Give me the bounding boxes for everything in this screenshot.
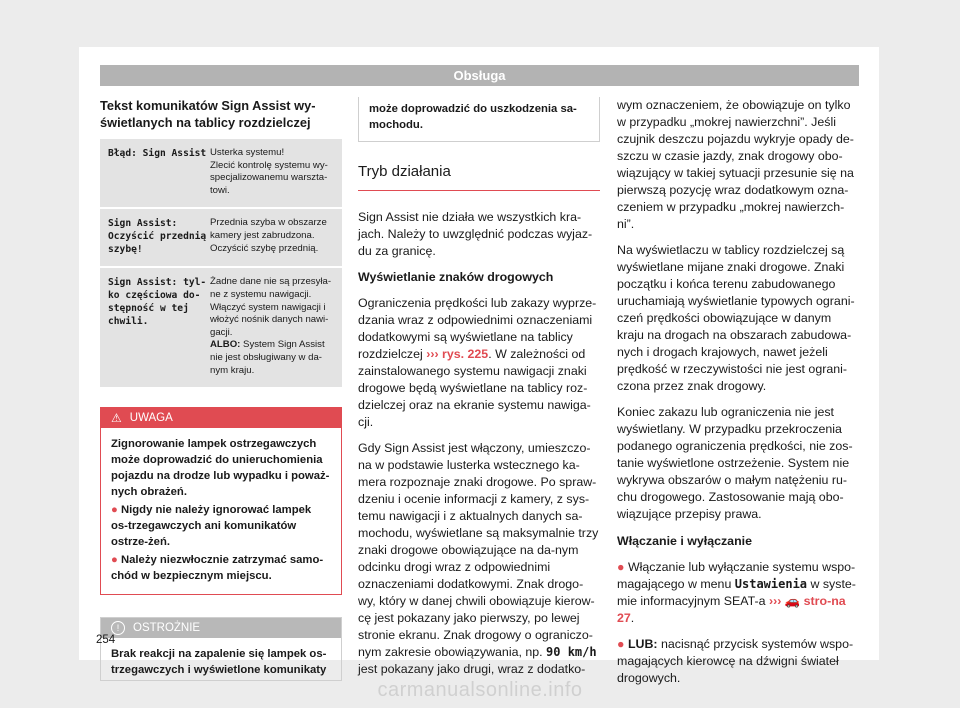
message-desc-text: Żadne dane nie są przesyła- ne z systemu nawigacji. Włączyć system nawigacji i włożyć nośnik danych nawi- gacji. <box>210 276 332 338</box>
section-title: Tryb działania <box>358 162 600 191</box>
paragraph: Na wyświetlaczu w tablicy rozdzielczej są wyświetlane mijane znaki drogowe. Znaki początku i końca terenu zabudowanego uruchamiają wyświetlanie typowych ograni-czeń prędkości obowiązujące w danym kraju na drogach na obszarach zabudowa-nych i drogach krajowych, nawet jeżeli prędkość w rzeczywistości nie jest ograni-czona przez znak drogowy. <box>617 243 855 393</box>
message-desc: Usterka systemu! Zlecić kontrolę systemu wy- specjalizowanemu warszta- towi. <box>210 147 328 196</box>
table-row <box>100 268 342 387</box>
lub-label: LUB: <box>627 637 658 651</box>
table-row <box>100 209 342 268</box>
paragraph-text: Ograniczenia prędkości lub zakazy wyprze-dzania wraz z odpowiednimi oznaczeniami dodatkowymi są wyświetlane na tablicy rozdzielczej <box>358 296 597 361</box>
warning-body <box>101 428 341 594</box>
message-desc: Przednia szyba w obszarze kamery jest zabrudzona. Oczyścić szybę przednią. <box>210 217 327 254</box>
warning-intro: Zignorowanie lampek ostrzegawczych może doprowadzić do unieruchomienia pojazdu na drodze lub wypadku i poważ-nych obrażeń. <box>111 438 330 499</box>
albo-text: System Sign Assist nie jest obsługiwany w da- nym kraju. <box>210 339 325 376</box>
bullet-dot-icon: ● <box>617 560 628 574</box>
ref-arrow-icon: ››› <box>768 594 782 608</box>
menu-name: Ustawienia <box>734 577 808 591</box>
bullet-dot-icon: ● <box>617 637 628 651</box>
page-number: 254 <box>96 634 116 646</box>
warning-label: UWAGA <box>129 412 173 425</box>
paragraph <box>358 295 600 431</box>
message-key: Błąd: Sign Assist <box>108 148 207 159</box>
subheading: Włączanie i wyłączanie <box>617 534 752 548</box>
table-row <box>100 139 342 209</box>
albo-label: ALBO: <box>210 339 241 351</box>
page-header: Obsługa <box>100 65 859 86</box>
caution-body: Brak reakcji na zapalenie się lampek os-trzegawczych i wyświetlone komunikaty <box>111 648 327 677</box>
subheading: Wyświetlanie znaków drogowych <box>358 270 554 284</box>
bullet-dot-icon: ● <box>111 504 121 517</box>
page-reference-link[interactable]: stro-na 27 <box>617 594 846 625</box>
paragraph: wym oznaczeniem, że obowiązuje on tylko w przypadku „mokrej nawierzchni”. Jeśli czujnik deszczu pojazdu wykryje opady de-szczu w czasie jazdy, znak drogowy obo-wiązujący w takiej sytuacji przesunie się na pierwszą pozycję wraz dodatkowym ozna-czeniem w przypadku „mokrej nawierzch-ni”. <box>617 98 854 231</box>
message-key: Sign Assist: tyl- ko częściowa do- stępność w tej chwili. <box>108 277 207 328</box>
bullet-text: Włączanie lub wyłączanie systemu wspo-magającego w menu <box>617 560 856 591</box>
column-2 <box>358 97 600 687</box>
ref-arrow-icon: ››› <box>426 347 439 361</box>
column-3 <box>617 97 859 696</box>
paragraph-text: Gdy Sign Assist jest włączony, umieszczo-na w podstawie lusterka wstecznego ka-mera rozpoznaje znaki drogowe. Po spraw-dzeniu i ocenie informacji z kamery, z sys-temu nawigacji i z aktualnych danych sa-mochodu, wyświetlane są maksymalnie trzy znaki drogowe obowiązujące na da-nym odcinku drogi wraz z odpowiednimi oznaczeniami dodatkowymi. Znak drogo-wy, który w danej chwili obowiązuje kierow-cę jest pokazany jako pierwszy, po lewej stronie ekranu. Znak drogowy o ograniczo-nym zakresie obowiązywania, np. <box>358 441 599 659</box>
paragraph: Koniec zakazu lub ograniczenia nie jest wyświetlany. W przypadku przekroczenia podanego ograniczenia prędkości, nie zos-tanie wyświetlone ostrzeżenie. System nie wykrywa obszarów o małym natężeniu ru-chu drogowego. Zastosowanie mają obo-wiązujące przepisy prawa. <box>617 405 853 521</box>
message-key: Sign Assist: Oczyścić przednią szybę! <box>108 218 207 256</box>
table-title-line2: świetlanych na tablicy rozdzielczej <box>100 115 311 130</box>
caution-box-continued: może doprowadzić do uszkodzenia sa-mochodu. <box>358 97 600 142</box>
warning-bullet <box>111 552 331 584</box>
warning-triangle-icon: ⚠ <box>111 411 122 426</box>
warning-header <box>101 408 341 428</box>
column-1 <box>100 97 342 681</box>
message-table <box>100 139 342 387</box>
bullet-text: w syste-mie informacyjnym SEAT-a <box>617 577 856 608</box>
warning-bullet-text: Nigdy nie należy ignorować lampek os-trzegawczych ani komunikatów ostrze-żeń. <box>111 504 312 549</box>
bullet-text: nacisnąć przycisk systemów wspo-magających kierowcę na dźwigni świateł drogowych. <box>617 637 854 685</box>
warning-box <box>100 407 342 595</box>
caution-box <box>100 617 342 681</box>
paragraph-text: jest pokazany jako drugi, wraz z dodatko- <box>358 662 586 676</box>
bullet-dot-icon: ● <box>111 554 121 567</box>
car-icon: 🚗 <box>784 594 801 608</box>
info-circle-icon: ! <box>111 621 125 635</box>
bullet-text: . <box>630 611 635 625</box>
table-title <box>100 97 342 131</box>
figure-reference-link[interactable]: rys. 225 <box>438 347 489 361</box>
bullet-item <box>617 559 859 627</box>
table-title-line1: Tekst komunikatów Sign Assist wy- <box>100 98 316 113</box>
paragraph: Sign Assist nie działa we wszystkich kra-jach. Należy to uwzględnić podczas wyjaz-du za granicę. <box>358 210 593 258</box>
message-desc <box>210 276 331 377</box>
warning-bullet-text: Należy niezwłocznie zatrzymać samo-chód w bezpiecznym miejscu. <box>111 554 324 583</box>
paragraph <box>358 440 600 678</box>
caution-label: OSTROŻNIE <box>133 622 201 635</box>
caution-header <box>101 618 341 638</box>
paragraph-text: . W zależności od zainstalowanego systemu nawigacji znaki drogowe będą wyświetlane na tablicy roz-dzielczej oraz na ekranie systemu nawiga-cji. <box>358 347 591 429</box>
watermark: carmanualsonline.info <box>377 679 583 701</box>
speed-value: 90 km/h <box>546 645 597 659</box>
warning-bullet <box>111 502 331 550</box>
